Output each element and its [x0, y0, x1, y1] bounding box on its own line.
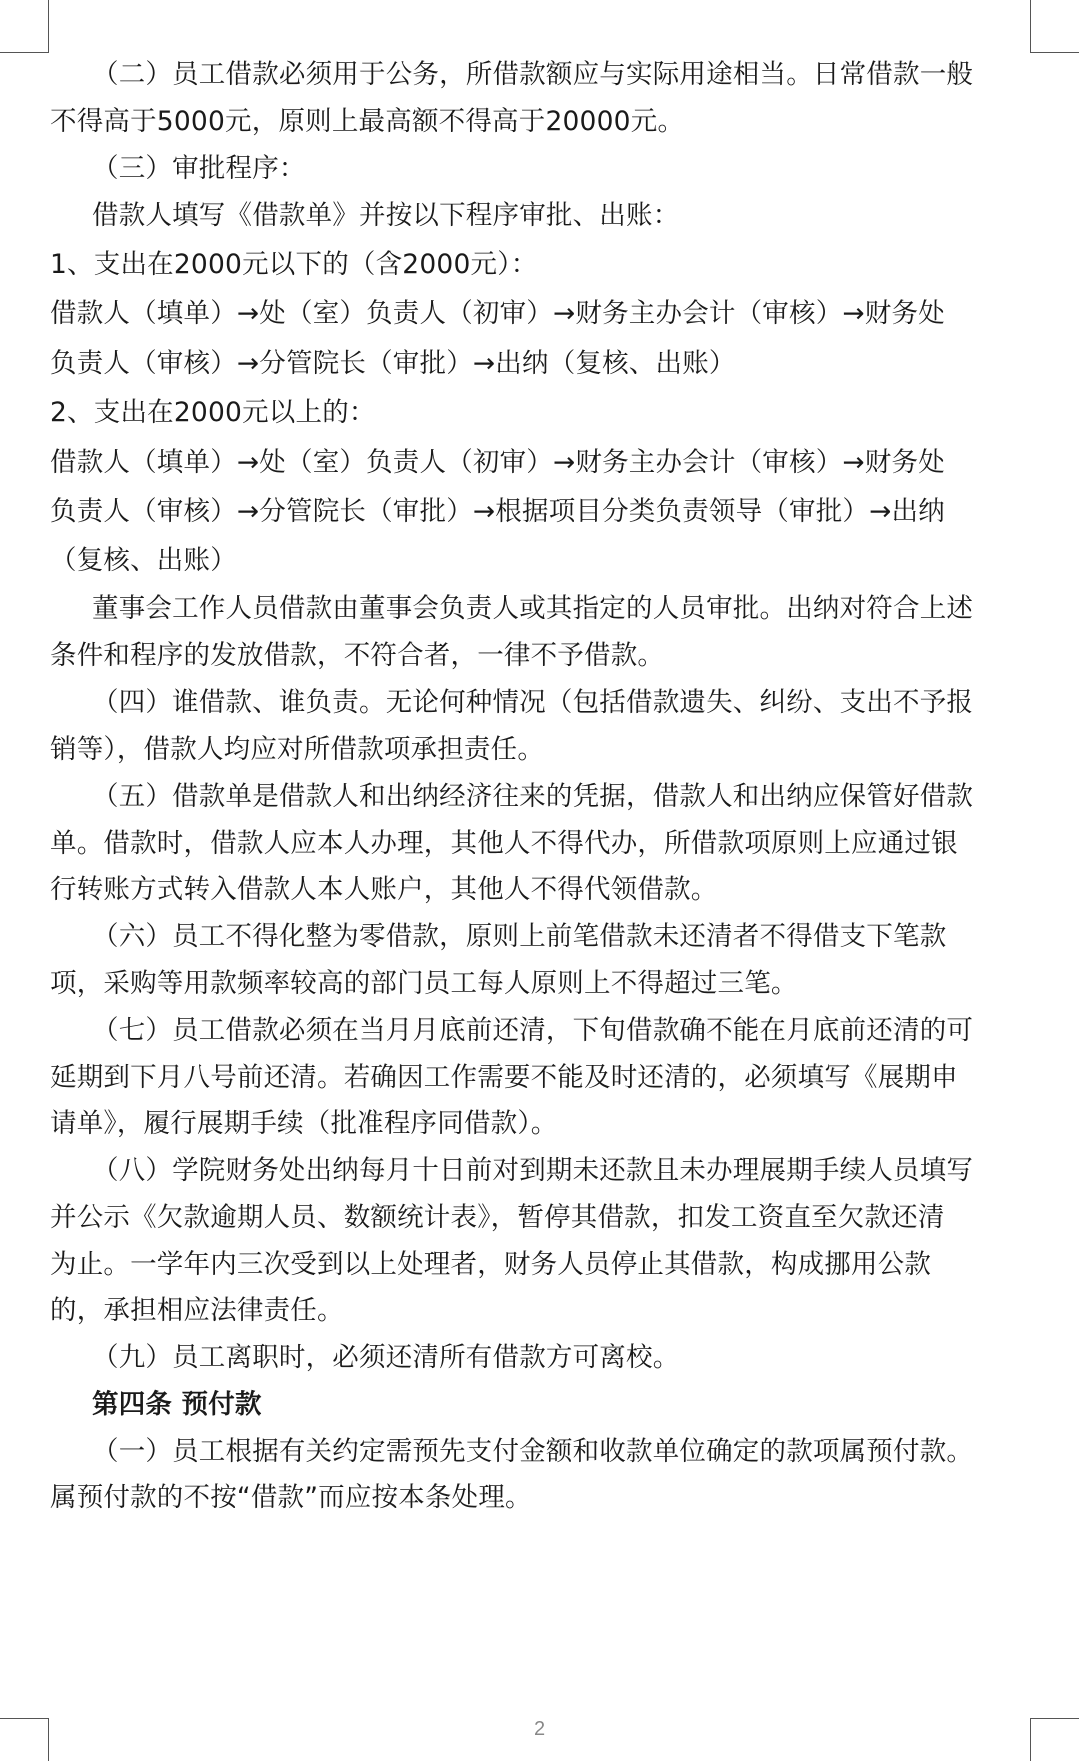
text-line: 借款人（填单）→处（室）负责人（初审）→财务主办会计（审核）→财务处	[50, 447, 945, 478]
text-line: （八）学院财务处出纳每月十日前对到期未还款且未办理展期手续人员填写	[92, 1155, 974, 1186]
text-line: （七）员工借款必须在当月月底前还清，下旬借款确不能在月底前还清的可	[92, 1015, 974, 1046]
page-number: 2	[533, 1718, 546, 1740]
text-line: 负责人（审核）→分管院长（审批）→出纳（复核、出账）	[50, 348, 736, 379]
text-line: 负责人（审核）→分管院长（审批）→根据项目分类负责领导（审批）→出纳	[50, 496, 945, 527]
text-line: （一）员工根据有关约定需预先支付金额和收款单位确定的款项属预付款。	[92, 1436, 974, 1467]
text-line: 条件和程序的发放借款，不符合者，一律不予借款。	[50, 640, 665, 671]
text-line: （复核、出账）	[50, 545, 237, 576]
text-line: 属预付款的不按“借款”而应按本条处理。	[50, 1482, 532, 1513]
text-line: （三）审批程序：	[92, 153, 306, 184]
text-line: 2、支出在2000元以上的：	[50, 397, 376, 428]
text-line: 行转账方式转入借款人本人账户，其他人不得代领借款。	[50, 874, 718, 905]
text-line: 销等），借款人均应对所借款项承担责任。	[50, 734, 545, 765]
text-line: 1、支出在2000元以下的（含2000元）：	[50, 249, 538, 280]
text-line: （四）谁借款、谁负责。无论何种情况（包括借款遗失、纠纷、支出不予报	[92, 687, 974, 718]
text-line: 不得高于5000元，原则上最高额不得高于20000元。	[50, 106, 685, 137]
text-line: 为止。一学年内三次受到以上处理者，财务人员停止其借款，构成挪用公款	[50, 1249, 932, 1280]
text-line: （五）借款单是借款人和出纳经济往来的凭据，借款人和出纳应保管好借款	[92, 781, 974, 812]
text-line: 董事会工作人员借款由董事会负责人或其指定的人员审批。出纳对符合上述	[92, 593, 974, 624]
crop-mark-top-right	[1030, 0, 1079, 53]
text-line: （六）员工不得化整为零借款，原则上前笔借款未还清者不得借支下笔款	[92, 921, 947, 952]
text-line: 请单》，履行展期手续（批准程序同借款）。	[50, 1108, 558, 1139]
text-line: 项，采购等用款频率较高的部门员工每人原则上不得超过三笔。	[50, 968, 798, 999]
text-line: （九）员工离职时，必须还清所有借款方可离校。	[92, 1342, 680, 1373]
text-line: 单。借款时，借款人应本人办理，其他人不得代办，所借款项原则上应通过银	[50, 828, 958, 859]
text-line: 并公示《欠款逾期人员、数额统计表》，暂停其借款，扣发工资直至欠款还清	[50, 1202, 945, 1233]
text-line: 的，承担相应法律责任。	[50, 1295, 344, 1326]
section-heading: 第四条 预付款	[92, 1389, 262, 1420]
crop-mark-top-left	[0, 0, 49, 53]
text-line: 借款人（填单）→处（室）负责人（初审）→财务主办会计（审核）→财务处	[50, 298, 945, 329]
text-line: 延期到下月八号前还清。若确因工作需要不能及时还清的，必须填写《展期申	[50, 1062, 958, 1093]
text-line: （二）员工借款必须用于公务，所借款额应与实际用途相当。日常借款一般	[92, 59, 974, 90]
text-line: 借款人填写《借款单》并按以下程序审批、出账：	[92, 200, 680, 231]
